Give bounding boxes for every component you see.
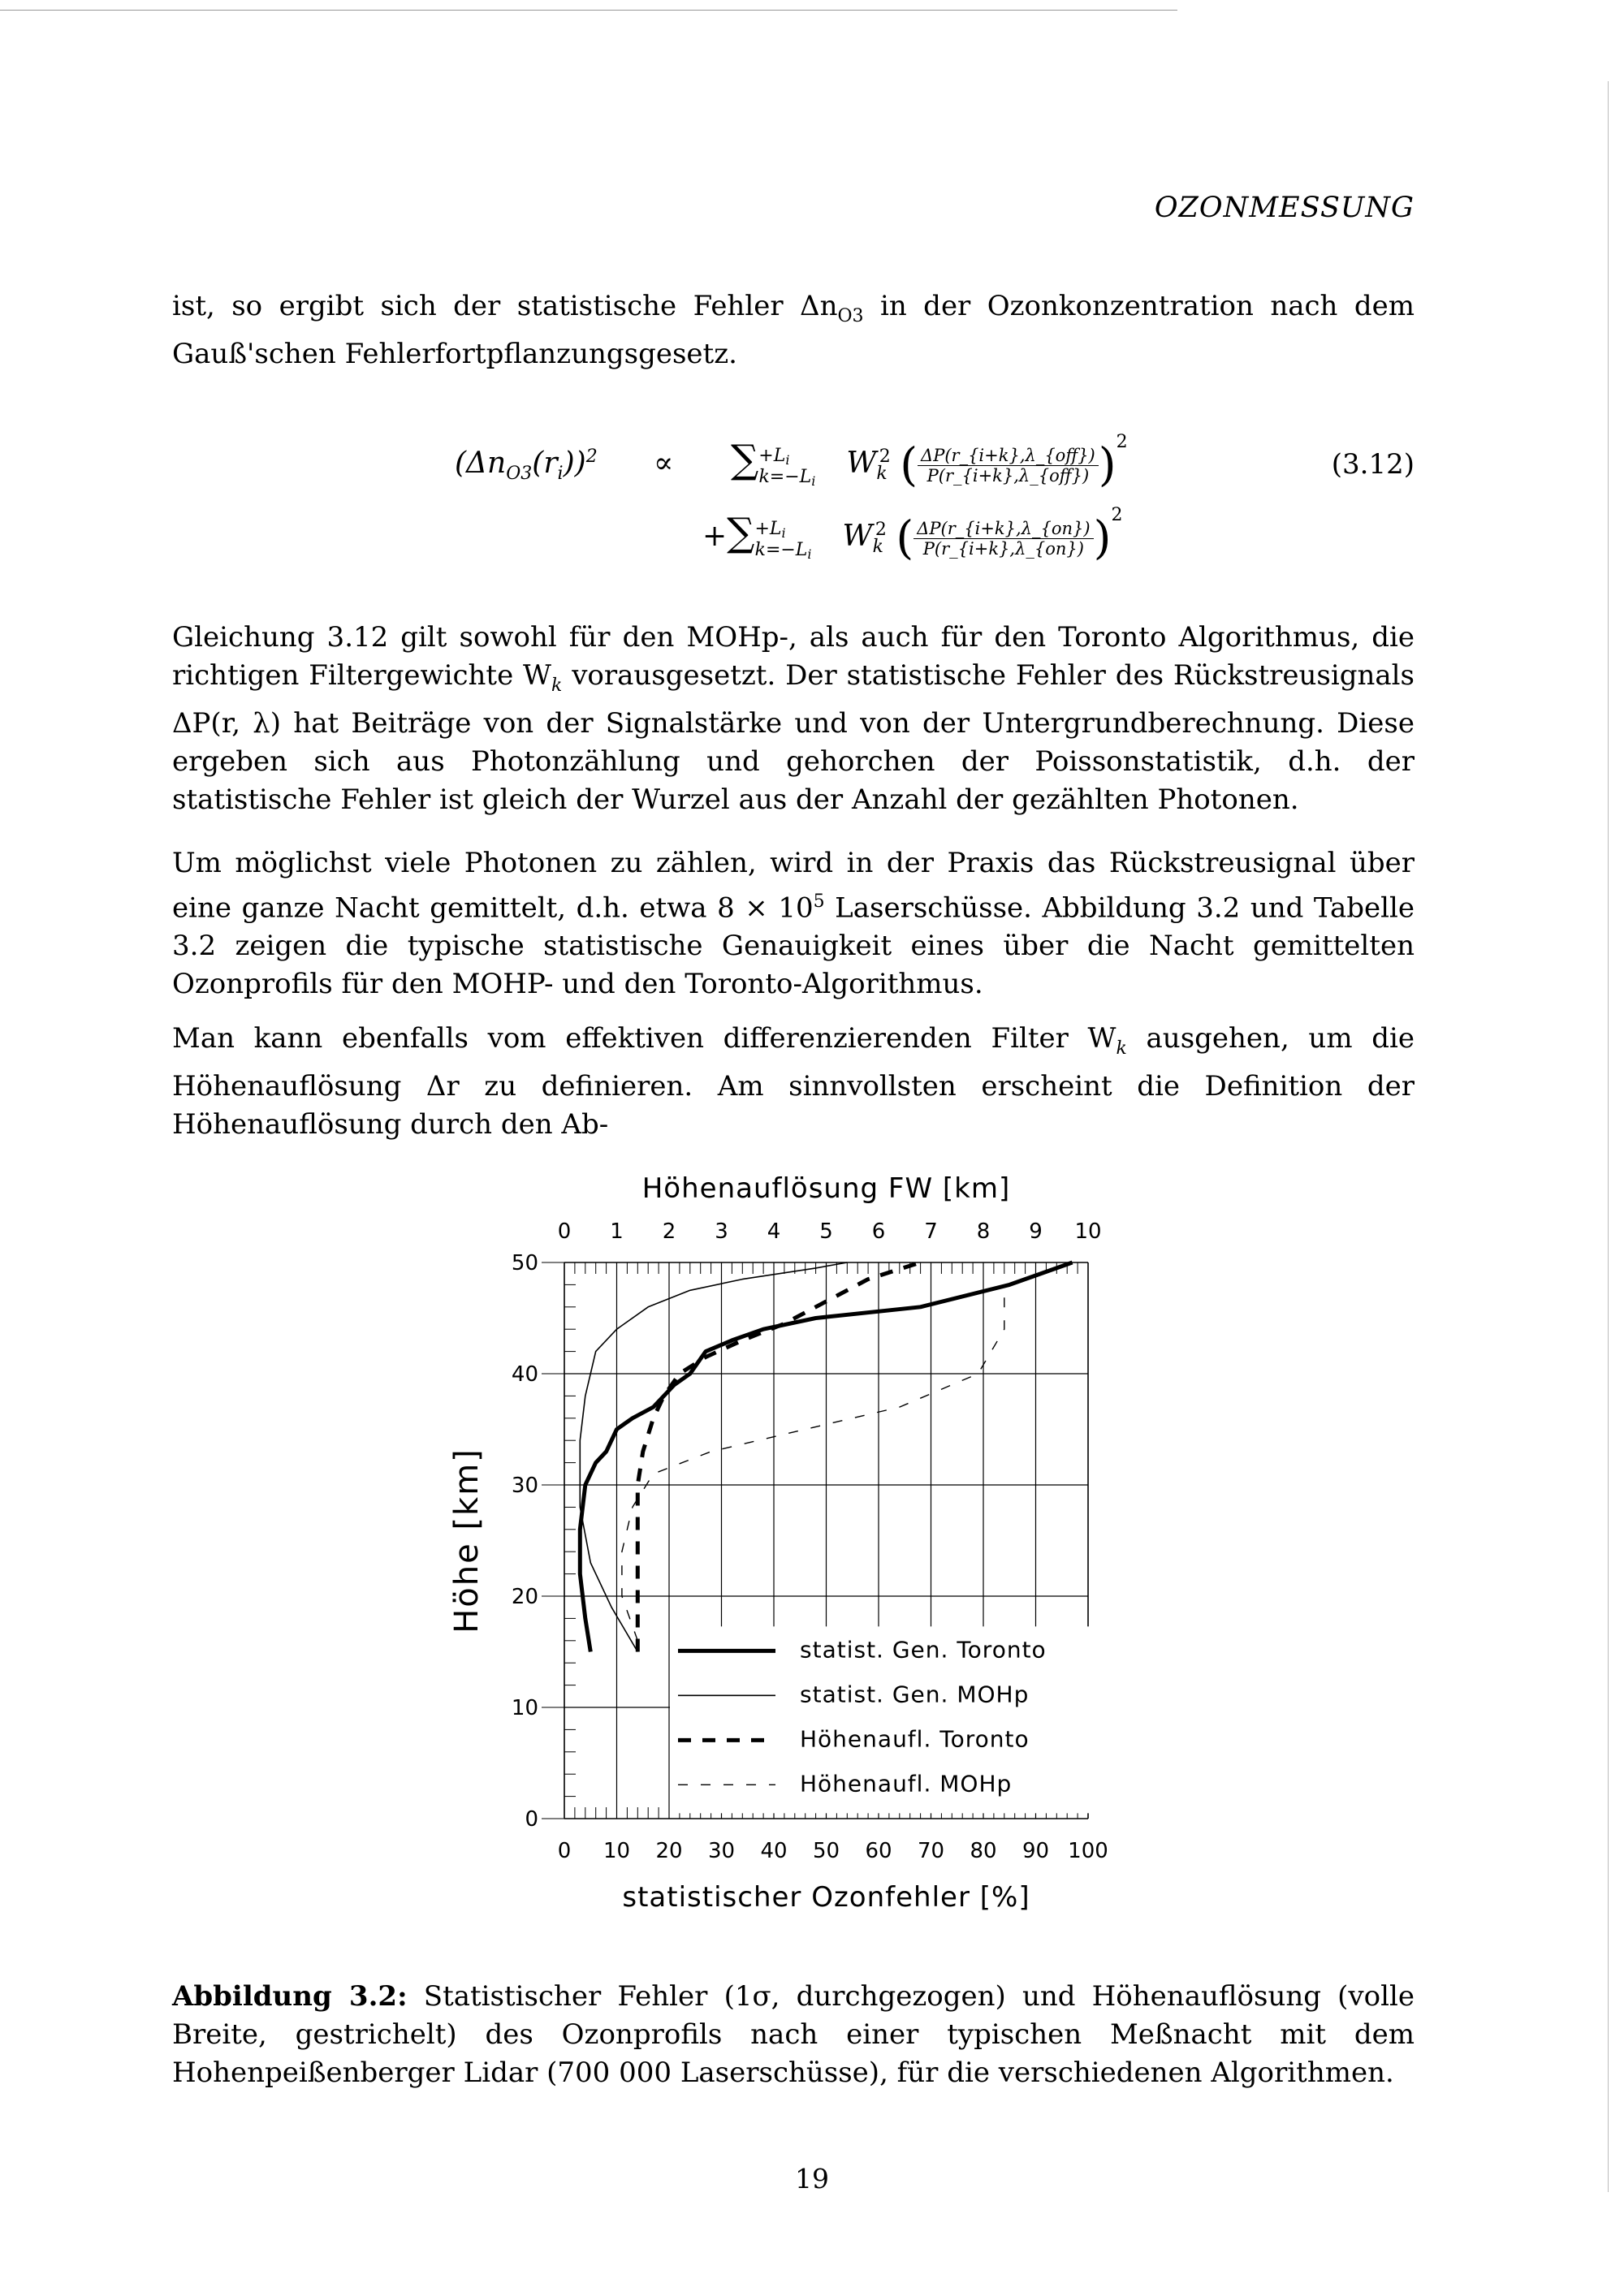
caption-text: Statistischer Fehler (1σ, durchgezogen) und Höhenauflösung (volle Breite, gestrichelt) des Ozonprofils nach einer typischen Meßnacht mit dem Hohenpeißenberger Lidar (700 000 Laserschüsse), für die verschiedenen Algorithmen. xyxy=(172,1980,1415,2089)
y-tick-label: 20 xyxy=(511,1585,538,1609)
paragraph-2: Gleichung 3.12 gilt sowohl für den MOHp-, als auch für den Toronto Algorithmus, die richtigen Filtergewichte $W_k$ vorausgesetzt. Der statistische Fehler des Rückstreusignals ΔP(r, λ) hat Beiträge von der Signalstärke und von der Untergrundberechnung. Diese ergeben sich aus Photonzählung und gehorchen der Poissonstatistik, d.h. der statistische Fehler ist gleich der Wurzel aus der Anzahl der gezählten Photonen. xyxy=(172,621,1415,816)
x-tick-label: 50 xyxy=(812,1839,840,1863)
running-header: OZONMESSUNG xyxy=(1154,192,1415,224)
paragraph-1-sub: O3 xyxy=(837,305,864,326)
x-tick-label: 90 xyxy=(1021,1839,1050,1863)
legend-label-3: Höhenaufl. Toronto xyxy=(800,1725,1030,1753)
top-tick-label: 6 xyxy=(871,1219,886,1244)
top-tick-label: 9 xyxy=(1029,1219,1043,1244)
figure-caption xyxy=(172,1978,1415,2092)
equation-lhs: $(\Delta n_{O3}(r_i))^2$ xyxy=(455,447,598,485)
figure-3-2 xyxy=(438,1145,1169,1960)
x-tick-label: 80 xyxy=(970,1839,997,1863)
x-tick-label: 70 xyxy=(917,1839,945,1863)
top-tick-label: 4 xyxy=(767,1219,781,1244)
top-tick-label: 2 xyxy=(662,1219,676,1244)
top-tick-label: 10 xyxy=(1074,1219,1102,1244)
legend-label-4: Höhenaufl. MOHp xyxy=(800,1770,1013,1798)
series-line-3 xyxy=(637,1262,920,1652)
paragraph-1 xyxy=(172,287,1415,373)
top-tick-label: 7 xyxy=(924,1219,938,1244)
paragraph-1-rest: in der Ozonkonzentration nach dem Gauß'schen Fehlerfortpflanzungsgesetz. xyxy=(172,290,1415,370)
legend xyxy=(670,1626,1092,1813)
caption-label: Abbildung 3.2: xyxy=(172,1980,408,2013)
chart-svg xyxy=(438,1145,1169,1957)
x-tick-label: 60 xyxy=(865,1839,892,1863)
y-tick-label: 40 xyxy=(511,1362,538,1387)
top-axis-title: Höhenauflösung FW [km] xyxy=(641,1172,1011,1205)
scan-artifact-top xyxy=(0,10,1177,11)
x-tick-label: 20 xyxy=(655,1839,683,1863)
equation-number: (3.12) xyxy=(1331,448,1415,481)
y-tick-label: 50 xyxy=(511,1251,538,1275)
scan-artifact-right xyxy=(1608,81,1609,2192)
y-axis-title: Höhe [km] xyxy=(448,1448,486,1634)
paragraph-1-text: ist, so ergibt sich der statistische Fehler Δn xyxy=(172,290,838,322)
x-tick-label: 30 xyxy=(707,1839,736,1863)
top-tick-label: 5 xyxy=(819,1219,833,1244)
series-line-4 xyxy=(622,1284,1004,1640)
x-tick-label: 0 xyxy=(557,1839,572,1863)
top-tick-label: 1 xyxy=(610,1219,624,1244)
paragraph-3: Um möglichst viele Photonen zu zählen, wird in der Praxis das Rückstreusignal über eine ganze Nacht gemittelt, d.h. etwa $8 \times 10^5$ Laserschüsse. Abbildung 3.2 und Tabelle 3.2 zeigen die typische statistische Genauigkeit eines über die Nacht gemittelten Ozonprofils für den MOHP- und den Toronto-Algorithmus. xyxy=(172,847,1415,1001)
y-tick-label: 30 xyxy=(511,1474,538,1498)
x-tick-label: 100 xyxy=(1068,1839,1108,1863)
equation-relation: ∝ xyxy=(654,447,674,480)
y-tick-label: 10 xyxy=(511,1696,538,1720)
legend-label-2: statist. Gen. MOHp xyxy=(800,1681,1030,1708)
top-tick-label: 0 xyxy=(557,1219,572,1244)
equation-3-12 xyxy=(455,422,1415,585)
top-tick-label: 3 xyxy=(715,1219,728,1244)
equation-term-1: $\sum^{+Li}_{k=-Li}W_k^2$ ( ΔP(r_{i+k},λ_{off}) P(r_{i+k},λ_{off}) )$^2$ xyxy=(731,432,1128,492)
y-tick-label: 0 xyxy=(525,1807,538,1832)
legend-label-1: statist. Gen. Toronto xyxy=(800,1636,1047,1664)
top-tick-label: 8 xyxy=(976,1219,991,1244)
equation-term-2: $+\sum^{+Li}_{k=-Li}W_k^2$ ( $\frac{\Delta P(r\_\{i+k\},\lambda\_\{on\})}{P(r\_\{i+k\},\lambda\_\{on\})}$ )$^2$ xyxy=(702,505,1123,565)
page-number: 19 xyxy=(795,2163,829,2195)
x-axis-title: statistischer Ozonfehler [%] xyxy=(622,1881,1030,1914)
x-tick-label: 40 xyxy=(760,1839,788,1863)
paragraph-4: Man kann ebenfalls vom effektiven differenzierenden Filter $W_k$ ausgehen, um die Höhenauflösung Δr zu definieren. Am sinnvollsten erscheint die Definition der Höhenauflösung durch den Ab- xyxy=(172,1022,1415,1141)
x-tick-label: 10 xyxy=(603,1839,631,1863)
